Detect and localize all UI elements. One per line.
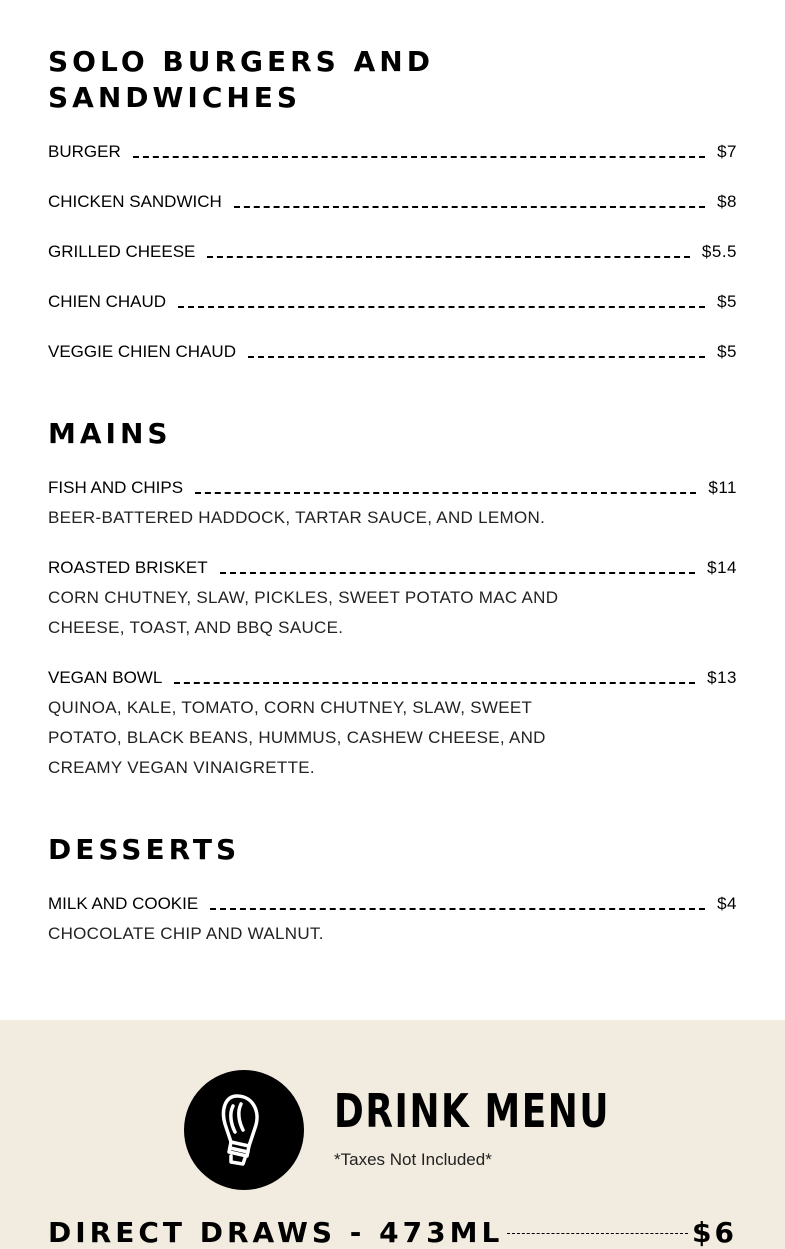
item-price: $13	[707, 668, 737, 687]
drink-menu-panel	[0, 1020, 785, 1249]
item-name: FISH AND CHIPS	[48, 478, 184, 497]
dotted-leader	[220, 572, 695, 574]
menu-item-fish-and-chips	[48, 478, 737, 498]
item-name: MILK AND COOKIE	[48, 894, 199, 913]
item-name: GRILLED CHEESE	[48, 242, 196, 261]
section-title-line-2: SANDWICHES	[48, 81, 302, 114]
item-name: VEGAN BOWL	[48, 668, 163, 687]
item-name: VEGGIE CHIEN CHAUD	[48, 342, 236, 361]
dotted-leader	[234, 206, 705, 208]
item-price: $7	[717, 142, 737, 161]
dotted-leader	[195, 492, 696, 494]
menu-item-milk-and-cookie	[48, 894, 737, 914]
section-title-line-1: SOLO BURGERS AND	[48, 45, 434, 78]
dotted-leader	[207, 256, 690, 258]
item-name: CHIEN CHAUD	[48, 292, 167, 311]
menu-item-grilled-cheese	[48, 242, 737, 262]
direct-draws-price: $6	[692, 1216, 737, 1249]
beer-tap-handle-icon-svg	[209, 1090, 279, 1170]
menu-item-chien-chaud	[48, 292, 737, 312]
item-price: $5	[717, 292, 737, 311]
item-name: BURGER	[48, 142, 121, 161]
taxes-note: *Taxes Not Included*	[334, 1150, 492, 1169]
item-price: $14	[707, 558, 737, 577]
item-description: CORN CHUTNEY, SLAW, PICKLES, SWEET POTATO MAC AND CHEESE, TOAST, AND BBQ SAUCE.	[48, 588, 559, 637]
menu-item-burger	[48, 142, 737, 162]
item-description: QUINOA, KALE, TOMATO, CORN CHUTNEY, SLAW, SWEET POTATO, BLACK BEANS, HUMMUS, CASHEW CHEESE, AND CREAMY VEGAN VINAIGRETTE.	[48, 698, 546, 777]
dotted-leader	[210, 908, 705, 910]
section-title-burgers	[48, 44, 434, 116]
item-name: CHICKEN SANDWICH	[48, 192, 222, 211]
section-title-mains: MAINS	[48, 417, 172, 450]
section-title-desserts: DESSERTS	[48, 833, 241, 866]
dotted-leader	[178, 306, 705, 308]
beer-tap-handle-icon	[184, 1070, 304, 1190]
dotted-leader	[507, 1232, 688, 1234]
item-name: ROASTED BRISKET	[48, 558, 208, 577]
menu-item-vegan-bowl	[48, 668, 737, 688]
dotted-leader	[248, 356, 705, 358]
drink-menu-title: DRINK MENU	[334, 1084, 611, 1138]
menu-item-chicken-sandwich	[48, 192, 737, 212]
direct-draws-row	[48, 1214, 737, 1249]
menu-item-veggie-chien-chaud	[48, 342, 737, 362]
item-price: $5	[717, 342, 737, 361]
direct-draws-label: DIRECT DRAWS - 473ML	[48, 1216, 504, 1249]
dotted-leader	[174, 682, 695, 684]
menu-item-roasted-brisket	[48, 558, 737, 578]
item-description: BEER-BATTERED HADDOCK, TARTAR SAUCE, AND LEMON.	[48, 508, 546, 527]
item-price: $4	[717, 894, 737, 913]
item-price: $8	[717, 192, 737, 211]
dotted-leader	[133, 156, 705, 158]
item-description: CHOCOLATE CHIP AND WALNUT.	[48, 924, 324, 943]
item-price: $5.5	[701, 242, 737, 261]
item-price: $11	[708, 478, 737, 497]
